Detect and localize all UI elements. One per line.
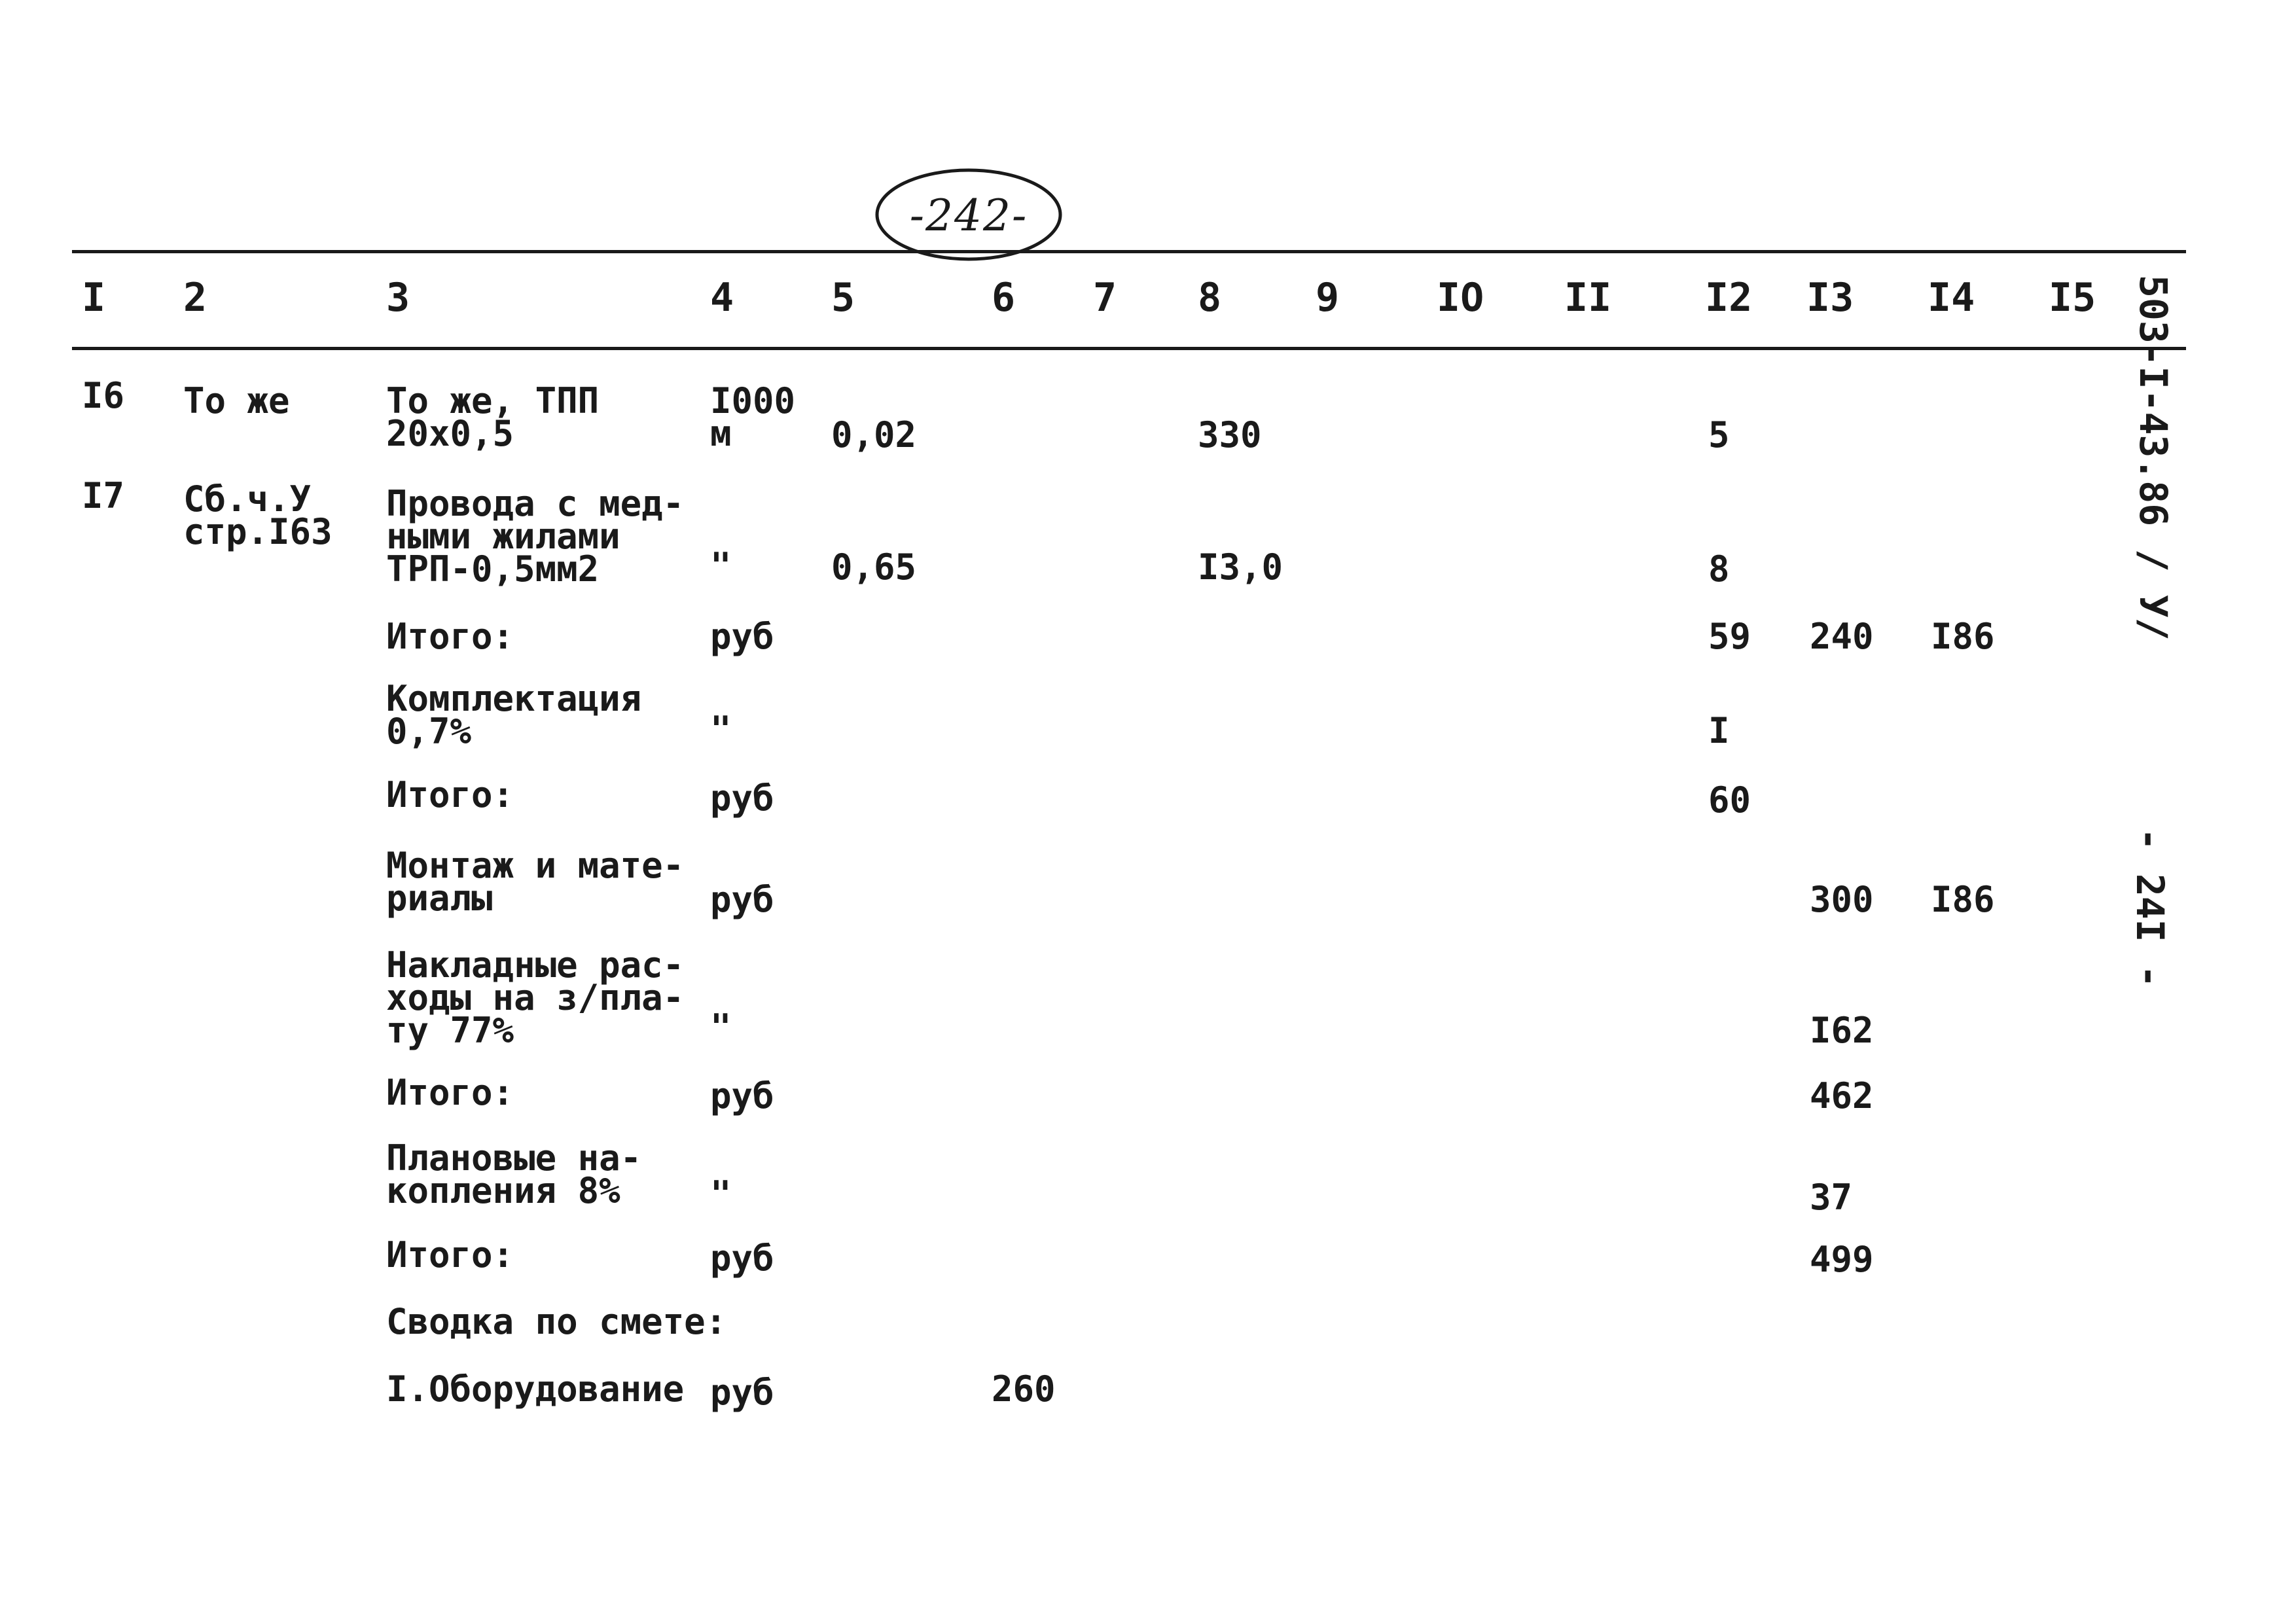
row-col-12: 5 xyxy=(1708,414,1730,455)
row-unit: " xyxy=(710,1173,732,1215)
row-col-13: I62 xyxy=(1810,1010,1874,1051)
row-name: Плановые на- копления 8% xyxy=(386,1137,642,1211)
row-source: То же xyxy=(183,380,290,421)
row-unit: руб xyxy=(710,616,774,657)
header-col-4: 4 xyxy=(710,275,734,321)
row-col-8: I3,0 xyxy=(1198,546,1283,588)
row-col-14: I86 xyxy=(1931,616,1995,657)
table-header-rule xyxy=(72,347,2186,350)
row-col-12: 59 xyxy=(1708,616,1751,657)
row-unit: руб xyxy=(710,1372,774,1413)
header-col-9: 9 xyxy=(1316,275,1340,321)
row-col-8: 330 xyxy=(1198,414,1262,455)
row-name: Провода с мед- ными жилами ТРП-0,5мм2 xyxy=(386,483,685,590)
row-unit: " xyxy=(710,1007,732,1048)
row-name: Итого: xyxy=(386,774,514,815)
header-col-10: IO xyxy=(1437,275,1484,321)
row-name: Итого: xyxy=(386,1234,514,1275)
header-col-15: I5 xyxy=(2049,275,2096,321)
row-unit: " xyxy=(710,709,732,750)
row-col-13: 462 xyxy=(1810,1075,1874,1116)
row-unit: руб xyxy=(710,1238,774,1279)
row-name: Сводка по смете: xyxy=(386,1301,727,1342)
header-col-14: I4 xyxy=(1928,275,1975,321)
document-code: 503-I-43.86 / У/ xyxy=(2131,275,2176,641)
row-unit: руб xyxy=(710,879,774,920)
header-col-12: I2 xyxy=(1705,275,1753,321)
header-col-5: 5 xyxy=(831,275,855,321)
row-quantity: 0,65 xyxy=(831,546,917,588)
header-col-7: 7 xyxy=(1093,275,1117,321)
row-col-14: I86 xyxy=(1931,879,1995,920)
stamp-page-number: -242- xyxy=(909,190,1028,241)
row-col-13: 37 xyxy=(1810,1177,1853,1218)
row-col-12: 60 xyxy=(1708,779,1751,821)
row-unit: руб xyxy=(710,777,774,819)
header-col-1: I xyxy=(82,275,106,321)
header-col-6: 6 xyxy=(992,275,1016,321)
table-top-rule xyxy=(72,250,2186,253)
row-name: Итого: xyxy=(386,616,514,657)
row-col-12: 8 xyxy=(1708,548,1730,590)
header-col-8: 8 xyxy=(1198,275,1222,321)
row-name: I.Оборудование xyxy=(386,1368,685,1410)
row-name: Итого: xyxy=(386,1072,514,1113)
header-col-3: 3 xyxy=(386,275,410,321)
row-name: Накладные рас- ходы на з/пла- ту 77% xyxy=(386,944,685,1051)
row-name: Монтаж и мате- риалы xyxy=(386,845,685,919)
row-number: I6 xyxy=(82,375,125,416)
header-col-2: 2 xyxy=(183,275,207,321)
row-unit: " xyxy=(710,545,732,586)
row-unit: I000 м xyxy=(710,380,796,454)
row-quantity: 0,02 xyxy=(831,414,917,455)
row-source: Сб.ч.У стр.I63 xyxy=(183,478,332,552)
row-col-13: 240 xyxy=(1810,616,1874,657)
row-number: I7 xyxy=(82,475,125,516)
header-col-13: I3 xyxy=(1806,275,1854,321)
row-col-6: 260 xyxy=(992,1368,1056,1410)
row-unit: руб xyxy=(710,1075,774,1116)
header-col-11: II xyxy=(1564,275,1612,321)
row-name: То же, ТПП 20х0,5 xyxy=(386,380,600,454)
row-col-12: I xyxy=(1708,710,1730,751)
row-col-13: 499 xyxy=(1810,1239,1874,1280)
side-page-number: - 24I - xyxy=(2128,828,2172,988)
row-name: Комплектация 0,7% xyxy=(386,678,642,752)
row-col-13: 300 xyxy=(1810,879,1874,920)
